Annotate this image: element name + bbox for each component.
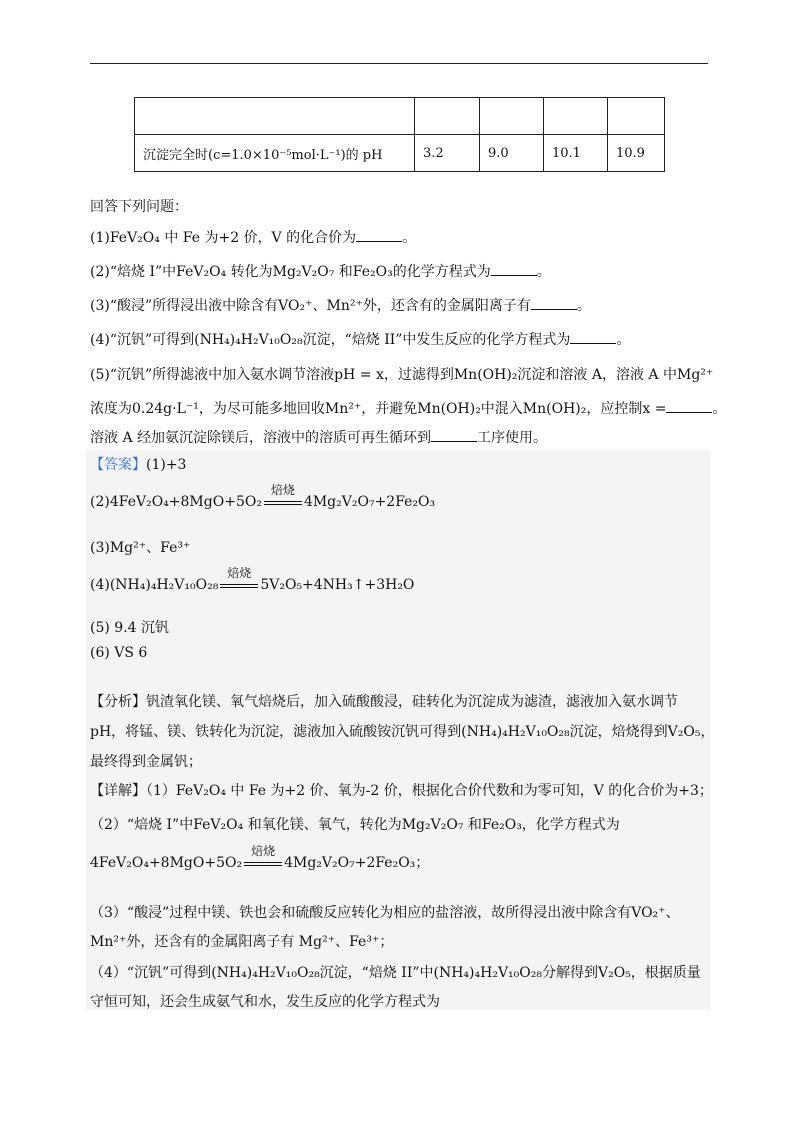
detail-line-1: 【详解】（1）FeV₂O₄ 中 Fe 为+2 价、氧为-2 价，根据化合价代数和为零可知，V 的化合价为+3； — [90, 783, 713, 799]
detail-line-4: Mn²⁺外，还含有的金属阳离子有 Mg²⁺、Fe³⁺； — [90, 934, 394, 950]
answer-tag: 【答案】 — [90, 457, 146, 473]
question-1: (1)FeV₂O₄ 中 Fe 为+2 价，V 的化合价为 。 — [90, 230, 417, 246]
table-cell — [608, 98, 665, 135]
detail-line-3: （3）“酸浸”过程中镁、铁也会和硫酸反应转化为相应的盐溶液，故所得浸出液中除含有VO₂⁺、 — [90, 905, 680, 921]
table-cell — [135, 98, 415, 135]
question-5-line-2: 浓度为0.24g·L⁻¹，为尽可能多地回收Mn²⁺，并避免Mn(OH)₂中混入Mn(OH)₂，应控制x = 。 — [90, 401, 727, 417]
answer-2: (2)4FeV₂O₄+8MgO+5O₂ 焙烧 4Mg₂V₂O₇+2Fe₂O₃ — [90, 483, 436, 510]
table-cell: 10.9 — [608, 135, 665, 172]
table-cell — [415, 98, 480, 135]
questions-intro: 回答下列问题： — [90, 199, 188, 215]
reaction-condition: 焙烧 — [218, 575, 260, 595]
analysis-tag: 【分析】 — [90, 694, 146, 710]
table-row — [135, 98, 665, 135]
table-cell — [480, 98, 544, 135]
answer-blank — [431, 428, 477, 442]
question-5-line-3: 溶液 A 经加氨沉淀除镁后，溶液中的溶质可再生循环到 工序使用。 — [90, 430, 548, 446]
answer-4: (4)(NH₄)₄H₂V₁₀O₂₈ 焙烧 5V₂O₅+4NH₃↑+3H₂O — [90, 566, 415, 593]
analysis-line-3: 最终得到金属钒； — [90, 754, 202, 770]
answer-blank — [666, 399, 712, 413]
reaction-condition: 焙烧 — [242, 853, 284, 873]
table-cell — [544, 98, 608, 135]
table-cell: 3.2 — [415, 135, 480, 172]
question-5-line-1: (5)“沉钒”所得滤液中加入氨水调节溶液pH = x，过滤得到Mn(OH)₂沉淀和溶液 A，溶液 A 中Mg²⁺ — [90, 367, 714, 383]
detail-line-2: （2）“焙烧 I”中FeV₂O₄ 和氧化镁、氧气，转化为Mg₂V₂O₇ 和Fe₂O₃，化学方程式为 — [90, 817, 620, 833]
table-cell: 10.1 — [544, 135, 608, 172]
question-3: (3)“酸浸”所得浸出液中除含有VO₂⁺、Mn²⁺外，还含有的金属阳离子有 。 — [90, 298, 591, 314]
answer-blank — [356, 228, 402, 242]
ph-table — [134, 97, 665, 172]
detail-line-6: 守恒可知，还会生成氨气和水，发生反应的化学方程式为 — [90, 994, 440, 1010]
analysis-line-2: pH，将锰、镁、铁转化为沉淀，滤液加入硫酸铵沉钒可得到(NH₄)₄H₂V₁₀O₂₈沉淀，焙烧得到V₂O₅， — [90, 724, 715, 740]
answer-5: (5) 9.4 沉钒 — [90, 620, 169, 636]
detail-equation: 4FeV₂O₄+8MgO+5O₂ 焙烧 4Mg₂V₂O₇+2Fe₂O₃； — [90, 844, 430, 871]
table-row — [135, 135, 665, 172]
analysis-line-1: 【分析】钒渣氧化镁、氧气焙烧后，加入硫酸酸浸，硅转化为沉淀成为滤渣，滤液加入氨水调节 — [90, 694, 678, 710]
answer-6: (6) VS 6 — [90, 645, 148, 661]
question-4: (4)“沉钒”可得到(NH₄)₄H₂V₁₀O₂₈沉淀，“焙烧 II”中发生反应的化学方程式为 。 — [90, 332, 631, 348]
question-2: (2)“焙烧 I”中FeV₂O₄ 转化为Mg₂V₂O₇ 和Fe₂O₃的化学方程式为 。 — [90, 264, 551, 280]
table-cell: 9.0 — [480, 135, 544, 172]
detail-tag: 【详解】 — [90, 783, 146, 799]
answer-3: (3)Mg²⁺、Fe³⁺ — [90, 540, 191, 556]
detail-line-5: （4）“沉钒”可得到(NH₄)₄H₂V₁₀O₂₈沉淀，“焙烧 II”中(NH₄)₄H₂V₁₀O₂₈分解得到V₂O₅，根据质量 — [90, 965, 701, 981]
answer-blank — [491, 262, 537, 276]
table-row-label: 沉淀完全时(c=1.0×10⁻⁵mol·L⁻¹)的 pH — [135, 135, 415, 172]
answer-blank — [570, 330, 616, 344]
answer-blank — [531, 296, 577, 310]
reaction-condition: 焙烧 — [262, 492, 304, 512]
answer-1: 【答案】(1)+3 — [90, 457, 187, 473]
header-rule — [90, 63, 708, 64]
